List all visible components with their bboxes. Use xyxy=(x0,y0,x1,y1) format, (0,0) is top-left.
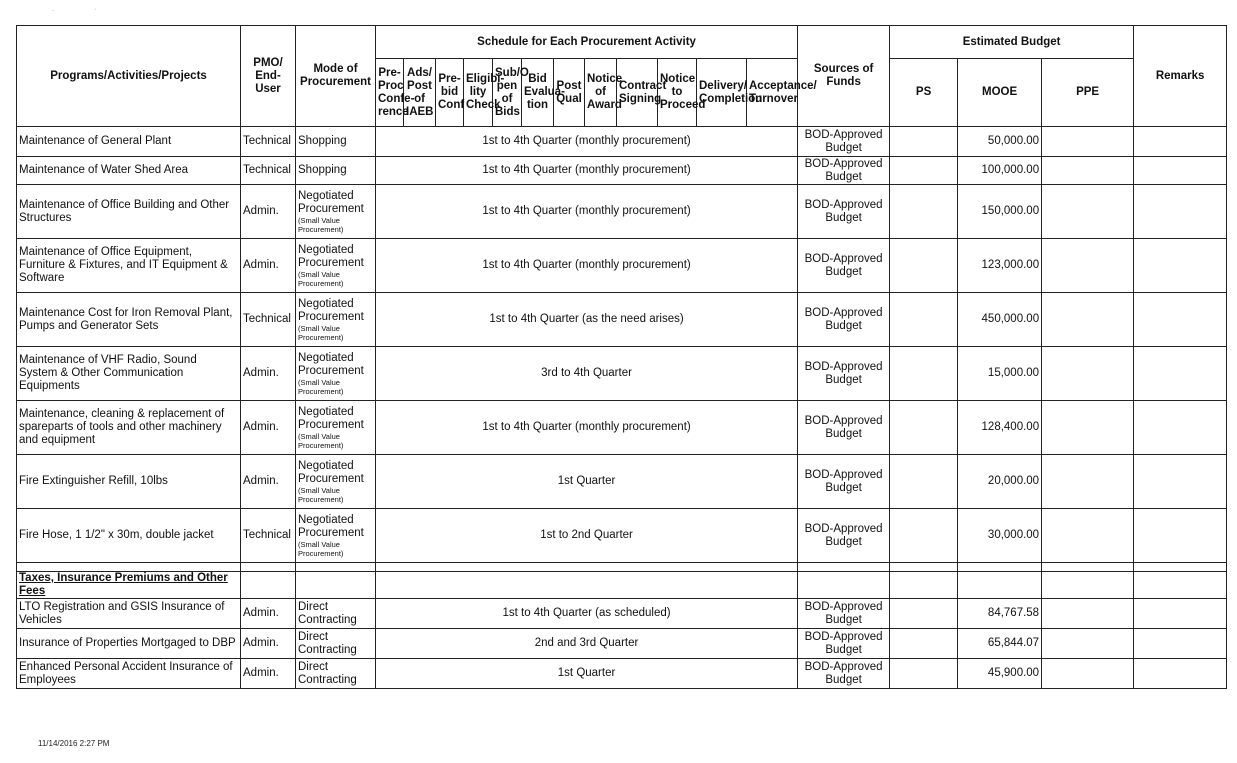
mode-label: Negotiated Procurement xyxy=(298,513,364,539)
header-mooe: MOOE xyxy=(958,59,1042,127)
mode-sublabel: (Small Value Procurement) xyxy=(298,485,344,504)
table-row xyxy=(17,401,1227,455)
mode-cell xyxy=(296,401,376,455)
schedule-cell: 1st to 4th Quarter (monthly procurement) xyxy=(376,157,798,185)
mooe-cell: 65,844.07 xyxy=(958,629,1042,659)
spacer-row xyxy=(17,563,1227,572)
ppe-cell xyxy=(1042,127,1134,157)
program-cell: Maintenance of VHF Radio, Sound System & Other Communication Equipments xyxy=(17,347,241,401)
remarks-cell xyxy=(1134,157,1227,185)
mode-cell xyxy=(296,293,376,347)
mode-cell: Direct Contracting xyxy=(296,599,376,629)
schedule-cell: 1st Quarter xyxy=(376,455,798,509)
ps-cell xyxy=(890,629,958,659)
pmo-cell: Technical xyxy=(241,509,296,563)
mode-label: Negotiated Procurement xyxy=(298,405,364,431)
pmo-cell: Admin. xyxy=(241,659,296,689)
header-ppe: PPE xyxy=(1042,59,1134,127)
header-activity: Sub/O pen of Bids xyxy=(493,59,522,127)
schedule-cell: 1st to 4th Quarter (monthly procurement) xyxy=(376,401,798,455)
header-estimated-budget: Estimated Budget xyxy=(890,26,1134,59)
mooe-cell: 20,000.00 xyxy=(958,455,1042,509)
pmo-cell: Admin. xyxy=(241,401,296,455)
header-activity: Eligibi-lity Check xyxy=(464,59,493,127)
source-cell: BOD-Approved Budget xyxy=(798,239,890,293)
pmo-cell: Technical xyxy=(241,157,296,185)
header-programs: Programs/Activities/Projects xyxy=(17,26,241,127)
header-activity: Notice of Award xyxy=(585,59,617,127)
program-cell: Enhanced Personal Accident Insurance of Employees xyxy=(17,659,241,689)
mooe-cell: 15,000.00 xyxy=(958,347,1042,401)
table-row xyxy=(17,293,1227,347)
table-row xyxy=(17,185,1227,239)
ppe-cell xyxy=(1042,509,1134,563)
program-cell: Fire Hose, 1 1/2" x 30m, double jacket xyxy=(17,509,241,563)
mode-sublabel: (Small Value Procurement) xyxy=(298,377,344,396)
mooe-cell: 50,000.00 xyxy=(958,127,1042,157)
mooe-cell: 123,000.00 xyxy=(958,239,1042,293)
source-cell: BOD-Approved Budget xyxy=(798,599,890,629)
pmo-cell: Admin. xyxy=(241,629,296,659)
mode-cell: Shopping xyxy=(296,127,376,157)
ps-cell xyxy=(890,185,958,239)
mode-sublabel: (Small Value Procurement) xyxy=(298,431,344,450)
mode-label: Negotiated Procurement xyxy=(298,189,364,215)
mode-cell: Shopping xyxy=(296,157,376,185)
remarks-cell xyxy=(1134,347,1227,401)
mooe-cell: 450,000.00 xyxy=(958,293,1042,347)
table-row xyxy=(17,239,1227,293)
remarks-cell xyxy=(1134,185,1227,239)
header-activity: Delivery/ Completion xyxy=(697,59,747,127)
mode-cell xyxy=(296,185,376,239)
ppe-cell xyxy=(1042,599,1134,629)
program-cell: Fire Extinguisher Refill, 10lbs xyxy=(17,455,241,509)
source-cell: BOD-Approved Budget xyxy=(798,401,890,455)
header-activity: Acceptance/ Turnover xyxy=(747,59,798,127)
schedule-cell: 2nd and 3rd Quarter xyxy=(376,629,798,659)
remarks-cell xyxy=(1134,455,1227,509)
table-row xyxy=(17,509,1227,563)
mode-label: Negotiated Procurement xyxy=(298,297,364,323)
source-cell: BOD-Approved Budget xyxy=(798,185,890,239)
mooe-cell: 150,000.00 xyxy=(958,185,1042,239)
source-cell: BOD-Approved Budget xyxy=(798,127,890,157)
mode-cell xyxy=(296,347,376,401)
ps-cell xyxy=(890,509,958,563)
pmo-cell: Admin. xyxy=(241,455,296,509)
program-cell: Maintenance of General Plant xyxy=(17,127,241,157)
table-row xyxy=(17,599,1227,629)
header-activity: Ads/ Post of IAEB xyxy=(404,59,436,127)
schedule-cell: 1st to 4th Quarter (monthly procurement) xyxy=(376,127,798,157)
program-cell: Maintenance of Office Building and Other Structures xyxy=(17,185,241,239)
ps-cell xyxy=(890,401,958,455)
mooe-cell: 30,000.00 xyxy=(958,509,1042,563)
pmo-cell: Technical xyxy=(241,293,296,347)
section-row xyxy=(17,572,1227,599)
pmo-cell: Admin. xyxy=(241,239,296,293)
ps-cell xyxy=(890,157,958,185)
table-row xyxy=(17,127,1227,157)
header-activity: Pre-Proc Confe-rence xyxy=(376,59,404,127)
schedule-cell: 3rd to 4th Quarter xyxy=(376,347,798,401)
mode-label: Negotiated Procurement xyxy=(298,243,364,269)
ps-cell xyxy=(890,599,958,629)
remarks-cell xyxy=(1134,629,1227,659)
source-cell: BOD-Approved Budget xyxy=(798,293,890,347)
ppe-cell xyxy=(1042,293,1134,347)
program-cell: LTO Registration and GSIS Insurance of Vehicles xyxy=(17,599,241,629)
ps-cell xyxy=(890,127,958,157)
header-ps: PS xyxy=(890,59,958,127)
mode-sublabel: (Small Value Procurement) xyxy=(298,215,344,234)
print-timestamp: 11/14/2016 2:27 PM xyxy=(38,739,110,748)
header-activity: Pre-bid Conf xyxy=(436,59,464,127)
procurement-plan-table xyxy=(16,25,1227,689)
mode-sublabel: (Small Value Procurement) xyxy=(298,323,344,342)
program-cell: Maintenance Cost for Iron Removal Plant, Pumps and Generator Sets xyxy=(17,293,241,347)
table-row xyxy=(17,659,1227,689)
pmo-cell: Admin. xyxy=(241,185,296,239)
header-mode: Mode of Procurement xyxy=(296,26,376,127)
mooe-cell: 128,400.00 xyxy=(958,401,1042,455)
table-row xyxy=(17,347,1227,401)
mode-sublabel: (Small Value Procurement) xyxy=(298,269,344,288)
ps-cell xyxy=(890,293,958,347)
remarks-cell xyxy=(1134,509,1227,563)
table-row xyxy=(17,629,1227,659)
source-cell: BOD-Approved Budget xyxy=(798,659,890,689)
header-pmo: PMO/ End-User xyxy=(241,26,296,127)
ps-cell xyxy=(890,455,958,509)
schedule-cell: 1st to 4th Quarter (monthly procurement) xyxy=(376,185,798,239)
mooe-cell: 45,900.00 xyxy=(958,659,1042,689)
header-sources: Sources of Funds xyxy=(798,26,890,127)
mode-cell: Direct Contracting xyxy=(296,629,376,659)
ppe-cell xyxy=(1042,347,1134,401)
ps-cell xyxy=(890,659,958,689)
mode-label: Negotiated Procurement xyxy=(298,459,364,485)
remarks-cell xyxy=(1134,599,1227,629)
schedule-cell: 1st to 4th Quarter (monthly procurement) xyxy=(376,239,798,293)
schedule-cell: 1st to 4th Quarter (as the need arises) xyxy=(376,293,798,347)
section-title: Taxes, Insurance Premiums and Other Fees xyxy=(17,572,241,599)
ppe-cell xyxy=(1042,659,1134,689)
mode-cell xyxy=(296,455,376,509)
remarks-cell xyxy=(1134,659,1227,689)
ppe-cell xyxy=(1042,455,1134,509)
mode-sublabel: (Small Value Procurement) xyxy=(298,539,344,558)
program-cell: Maintenance of Office Equipment, Furniture & Fixtures, and IT Equipment & Software xyxy=(17,239,241,293)
pmo-cell: Technical xyxy=(241,127,296,157)
header-activity: Post Qual xyxy=(554,59,585,127)
source-cell: BOD-Approved Budget xyxy=(798,347,890,401)
pmo-cell: Admin. xyxy=(241,599,296,629)
ppe-cell xyxy=(1042,185,1134,239)
mode-cell xyxy=(296,239,376,293)
header-schedule: Schedule for Each Procurement Activity xyxy=(376,26,798,59)
schedule-cell: 1st Quarter xyxy=(376,659,798,689)
source-cell: BOD-Approved Budget xyxy=(798,157,890,185)
program-cell: Insurance of Properties Mortgaged to DBP xyxy=(17,629,241,659)
schedule-cell: 1st to 4th Quarter (as scheduled) xyxy=(376,599,798,629)
ps-cell xyxy=(890,347,958,401)
remarks-cell xyxy=(1134,127,1227,157)
table-row xyxy=(17,157,1227,185)
mode-cell: Direct Contracting xyxy=(296,659,376,689)
ppe-cell xyxy=(1042,239,1134,293)
mode-label: Negotiated Procurement xyxy=(298,351,364,377)
table-row xyxy=(17,455,1227,509)
remarks-cell xyxy=(1134,293,1227,347)
ps-cell xyxy=(890,239,958,293)
ppe-cell xyxy=(1042,157,1134,185)
remarks-cell xyxy=(1134,401,1227,455)
mode-cell xyxy=(296,509,376,563)
remarks-cell xyxy=(1134,239,1227,293)
mooe-cell: 100,000.00 xyxy=(958,157,1042,185)
ppe-cell xyxy=(1042,401,1134,455)
header-activity: Bid Evalua-tion xyxy=(522,59,554,127)
source-cell: BOD-Approved Budget xyxy=(798,509,890,563)
ppe-cell xyxy=(1042,629,1134,659)
header-remarks: Remarks xyxy=(1134,26,1227,127)
header-activity: Notice to Proceed xyxy=(658,59,697,127)
scan-mark: · xyxy=(94,6,97,13)
mooe-cell: 84,767.58 xyxy=(958,599,1042,629)
pmo-cell: Admin. xyxy=(241,347,296,401)
program-cell: Maintenance of Water Shed Area xyxy=(17,157,241,185)
header-activity: Contract Signing xyxy=(617,59,658,127)
scan-mark: . xyxy=(52,6,54,13)
source-cell: BOD-Approved Budget xyxy=(798,629,890,659)
source-cell: BOD-Approved Budget xyxy=(798,455,890,509)
program-cell: Maintenance, cleaning & replacement of spareparts of tools and other machinery and equipment xyxy=(17,401,241,455)
schedule-cell: 1st to 2nd Quarter xyxy=(376,509,798,563)
